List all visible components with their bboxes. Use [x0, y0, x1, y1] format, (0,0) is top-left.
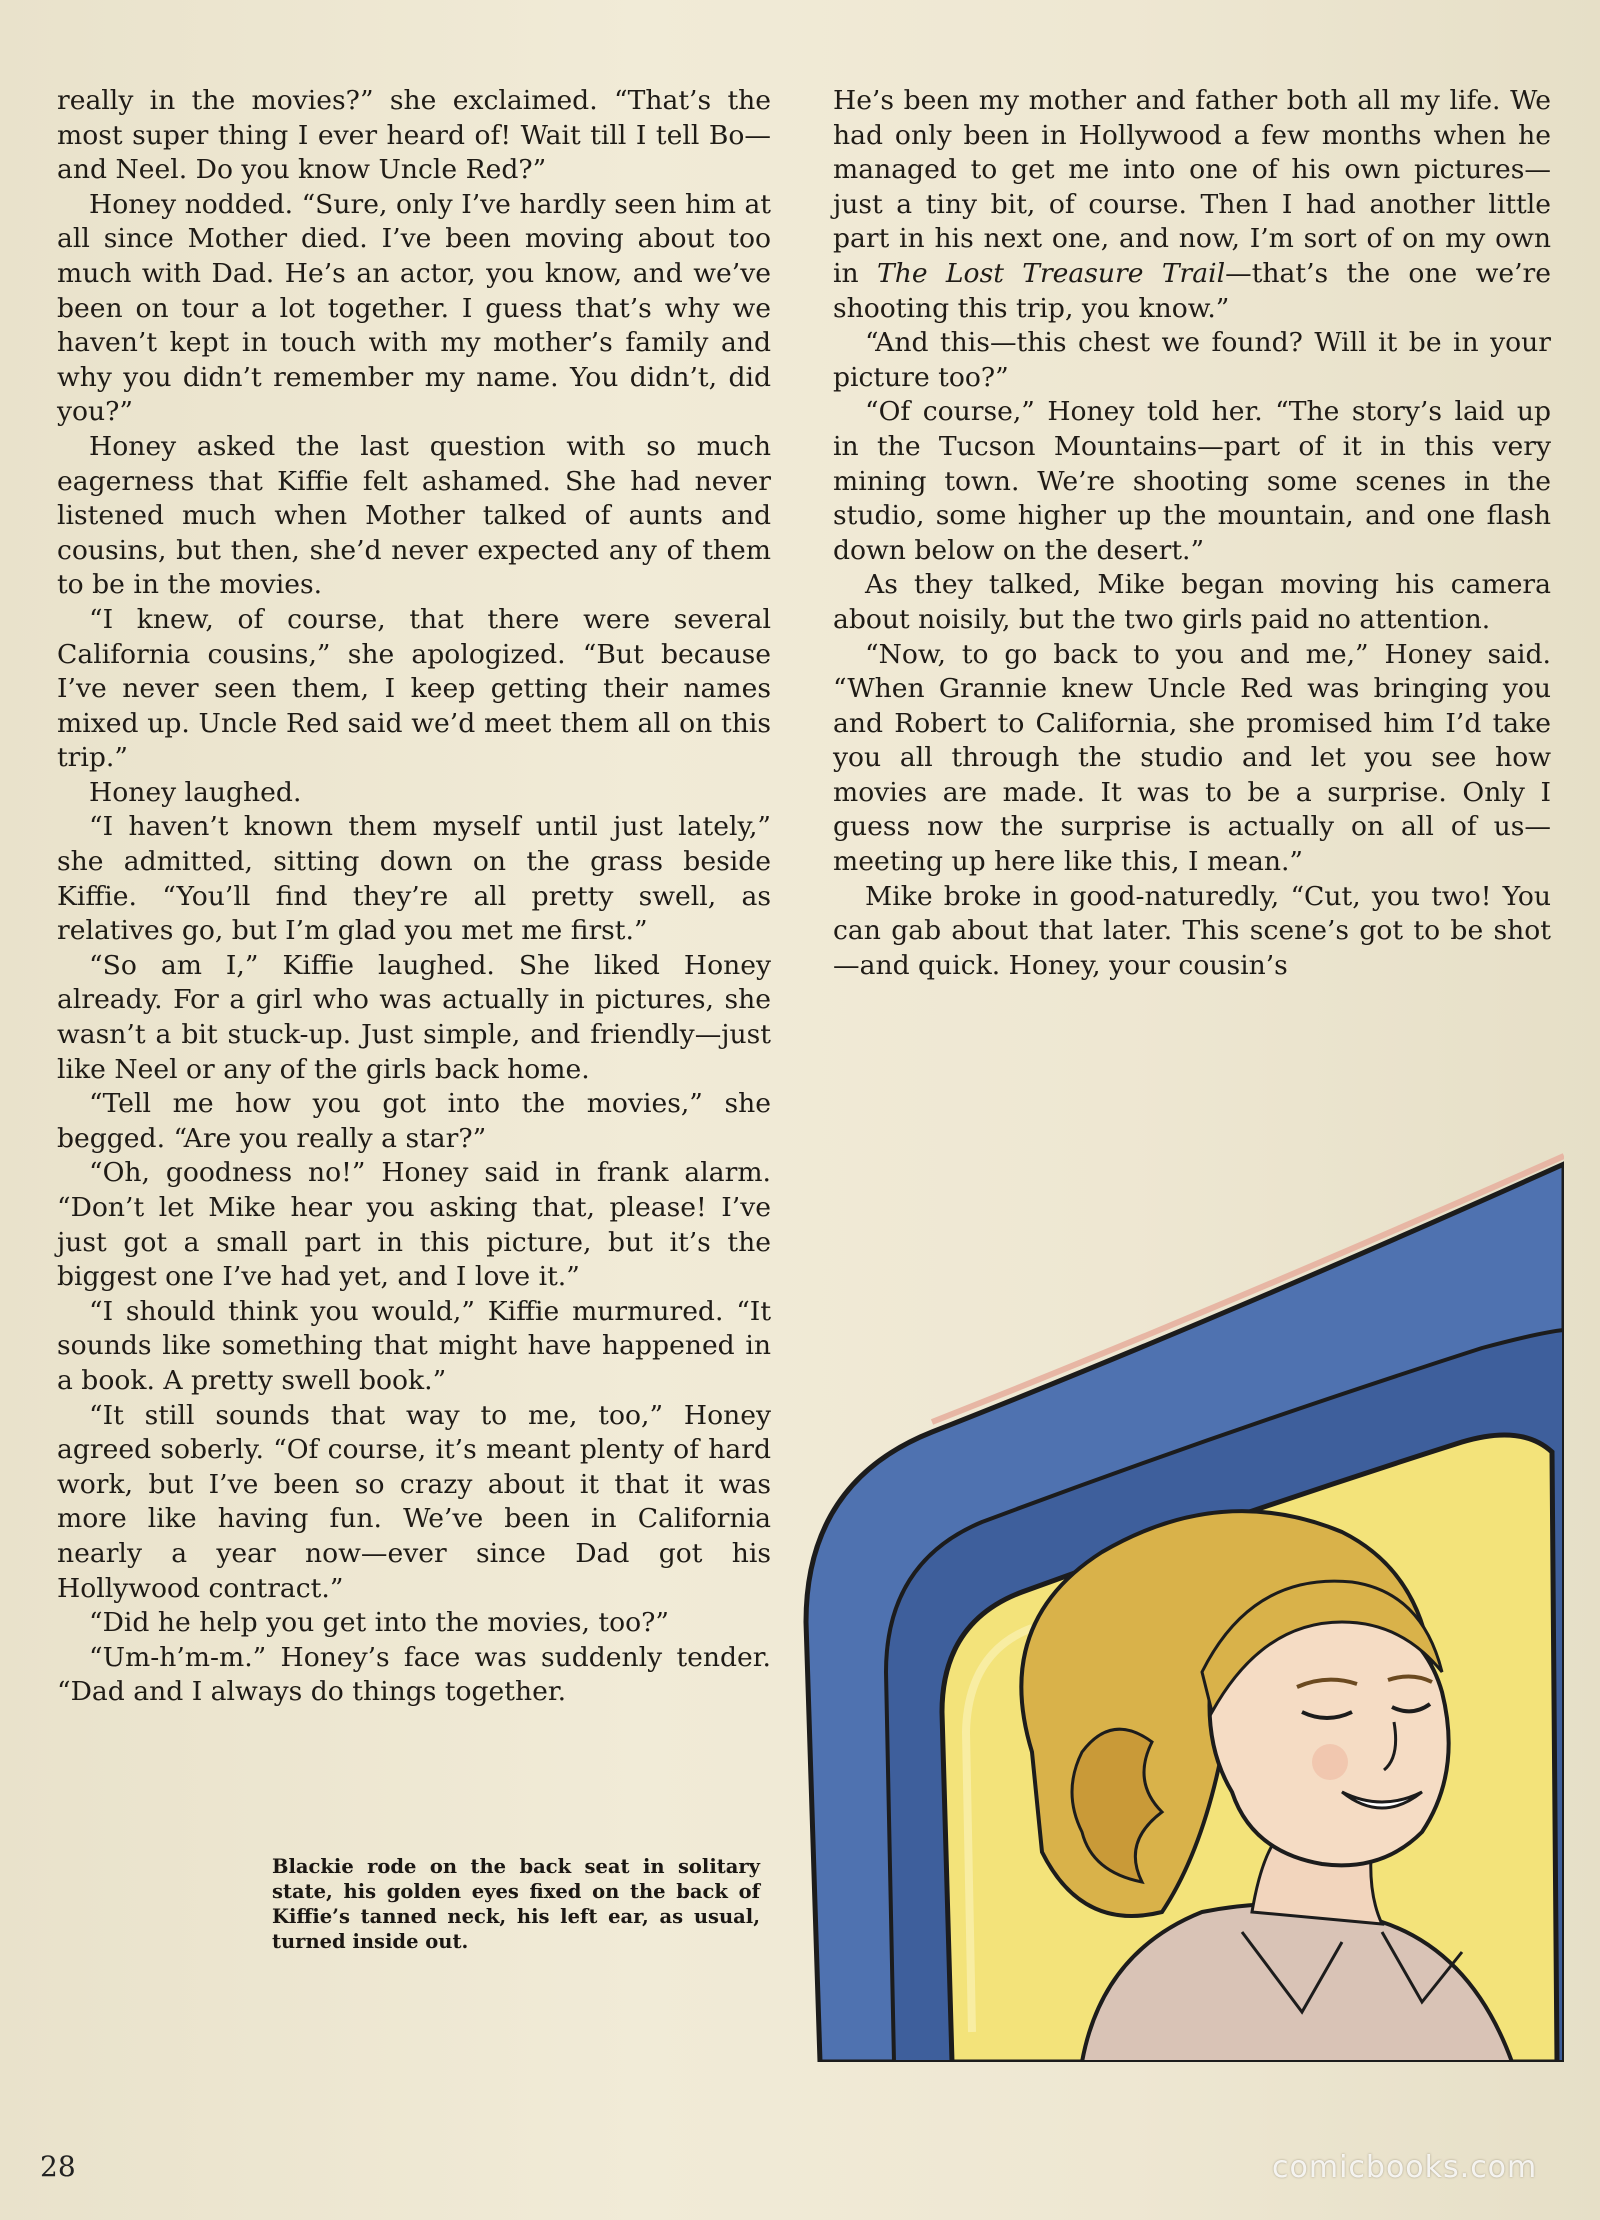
paragraph: really in the movies?” she exclaimed. “That’s the most super thing I ever heard of! Wait till I tell Bo—and Neel. Do you know Uncle Red?” — [57, 85, 771, 186]
paragraph: “Of course,” Honey told her. “The story’s laid up in the Tucson Mountains—part of it in this very mining town. We’re shooting some scenes in the studio, some higher up the mountain, and one flash down below on the desert.” — [833, 396, 1551, 566]
car-window-illustration — [782, 1152, 1564, 2062]
paragraph-text: He’s been my mother and father both all my life. We had only been in Hollywood a few months when he managed to get me into one of his own pictures—just a tiny bit, of course. Then I had another little part in his next one, and now, I’m sort of on my own in — [833, 85, 1551, 289]
illustration-drawing — [782, 1152, 1564, 2062]
paragraph: Honey laughed. — [89, 776, 302, 808]
paragraph: “Oh, goodness no!” Honey said in frank alarm. “Don’t let Mike hear you asking that, please! I’ve just got a small part in this picture, but it’s the biggest one I’ve had yet, and I love it.” — [57, 1157, 771, 1293]
paragraph: Honey asked the last question with so much eagerness that Kiffie felt ashamed. She had never listened much when Mother talked of aunts and cousins, but then, she’d never expected any of them to be in the movies. — [57, 430, 771, 601]
paragraph: “It still sounds that way to me, too,” Honey agreed soberly. “Of course, it’s meant plenty of hard work, but I’ve been so crazy about it that it was more like having fun. We’ve been in California nearly a year now—ever since Dad got his Hollywood contract.” — [57, 1399, 771, 1604]
paragraph — [833, 84, 1551, 326]
paragraph: “Now, to go back to you and me,” Honey said. “When Grannie knew Uncle Red was bringing you and Robert to California, she promised him I’d take you all through the studio and let you see how movies are made. It was to be a surprise. Only I guess now the surprise is actually on all of us—meeting up here like this, I mean.” — [833, 638, 1551, 878]
paragraph-text: —that’s the one we’re shooting this trip, you know.” — [833, 257, 1551, 324]
paragraph: “I knew, of course, that there were several California cousins,” she apologized. “But because I’ve never seen them, I keep getting their names mixed up. Uncle Red said we’d meet them all on this trip.” — [57, 603, 771, 774]
illustration-caption: Blackie rode on the back seat in solitary state, his golden eyes fixed on the back of Kiffie’s tanned neck, his left ear, as usual, turned inside out. — [272, 1855, 760, 1953]
right-text-column — [833, 84, 1551, 983]
paragraph: As they talked, Mike began moving his camera about noisily, but the two girls paid no attention. — [833, 569, 1551, 635]
paragraph: “And this—this chest we found? Will it be in your picture too?” — [833, 327, 1551, 393]
left-text-column — [57, 84, 771, 1710]
paragraph: “Um-h’m-m.” Honey’s face was suddenly tender. “Dad and I always do things together. — [57, 1641, 771, 1708]
paragraph: “I should think you would,” Kiffie murmured. “It sounds like something that might have happened in a book. A pretty swell book.” — [57, 1295, 771, 1396]
paragraph: “I haven’t known them myself until just lately,” she admitted, sitting down on the grass beside Kiffie. “You’ll find they’re all pretty swell, as relatives go, but I’m glad you met me first.” — [57, 811, 771, 947]
paragraph: Honey nodded. “Sure, only I’ve hardly seen him at all since Mother died. I’ve been moving about too much with Dad. He’s an actor, you know, and we’ve been on tour a lot together. I guess that’s why we haven’t kept in touch with my mother’s family and why you didn’t remember my name. You didn’t, did you?” — [57, 188, 771, 428]
page-number: 28 — [40, 2150, 76, 2183]
movie-title: The Lost Treasure Trail — [876, 257, 1226, 289]
paragraph: Mike broke in good-naturedly, “Cut, you two! You can gab about that later. This scene’s got to be shot—and quick. Honey, your cousin’s — [833, 880, 1551, 981]
paragraph: “Did he help you get into the movies, too?” — [89, 1607, 669, 1639]
paragraph: “So am I,” Kiffie laughed. She liked Honey already. For a girl who was actually in pictures, she wasn’t a bit stuck-up. Just simple, and friendly—just like Neel or any of the girls back home. — [57, 949, 771, 1085]
watermark: comicbooks.com — [1272, 2150, 1538, 2185]
paragraph: “Tell me how you got into the movies,” she begged. “Are you really a star?” — [57, 1088, 771, 1154]
